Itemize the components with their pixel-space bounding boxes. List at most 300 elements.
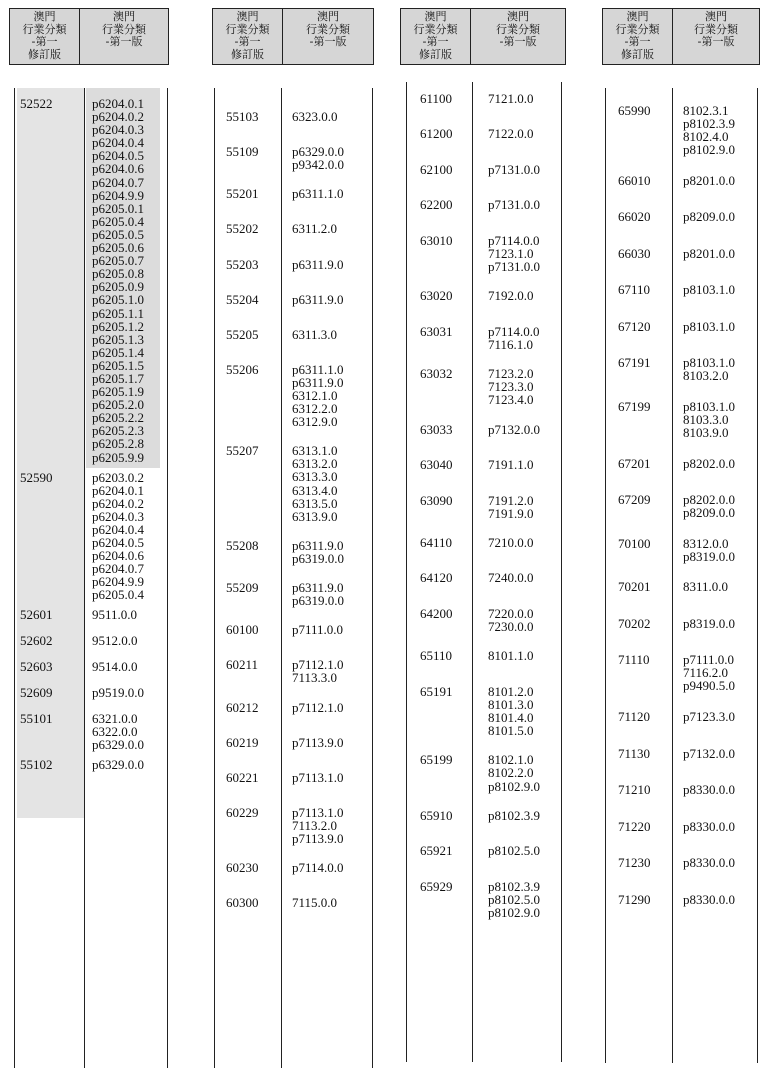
mic-first-code: p8103.1.0 (683, 355, 735, 371)
mic-first-codes (488, 163, 540, 176)
mic-rev1-code: 67191 (618, 355, 651, 371)
mic-first-code: p6203.0.2 (92, 469, 144, 485)
mic-first-code: 7123.2.0 (488, 366, 534, 382)
mic-rev1-code: 55203 (226, 256, 259, 272)
mic-first-code: p6205.1.9 (92, 384, 144, 400)
mic-rev1-code: 60230 (226, 860, 259, 876)
mic-first-code: p6205.0.9 (92, 279, 144, 295)
mic-rev1-code: 67199 (618, 398, 651, 414)
mic-first-code: p6319.0.0 (292, 593, 344, 609)
mic-first-code: 7116.2.0 (683, 665, 729, 681)
mic-first-codes (292, 110, 338, 123)
mic-first-code: 9512.0.0 (92, 633, 138, 649)
mic-first-code: p8201.0.0 (683, 172, 735, 188)
mic-first-code: 8102.1.0 (488, 752, 534, 768)
mic-first-code: 7210.0.0 (488, 535, 534, 550)
mic-first-code: 6313.9.0 (292, 508, 338, 524)
mic-rev1-code: 62100 (420, 161, 453, 177)
mic-first-code: p6204.0.2 (92, 495, 144, 511)
mic-rev1-code: 63090 (420, 492, 453, 508)
mic-first-code: p6204.0.1 (92, 96, 144, 111)
mic-rev1-code: 55209 (226, 580, 259, 596)
mic-rev1-code: 55205 (226, 326, 259, 342)
mic-rev1-code: 63032 (420, 366, 453, 382)
mic-first-code: p7114.0.0 (488, 232, 540, 248)
mic-first-code: p6204.0.1 (92, 482, 144, 498)
mic-rev1-code: 52602 (20, 633, 53, 649)
mic-first-codes (683, 617, 735, 630)
mic-first-codes (488, 649, 534, 662)
mic-first-code: 7113.2.0 (292, 817, 338, 833)
mic-first-codes (292, 539, 344, 565)
mic-rev1-code: 52522 (20, 96, 53, 111)
mic-first-code: p8103.1.0 (683, 318, 735, 334)
mic-first-code: p8102.5.0 (488, 891, 540, 907)
mic-rev1-code: 65910 (420, 808, 453, 823)
mic-first-codes (488, 234, 540, 273)
mic-first-code: p6205.1.5 (92, 357, 144, 373)
mic-first-code: p8319.0.0 (683, 615, 735, 631)
mic-first-code: p6205.2.0 (92, 397, 144, 413)
column-mid-rule (84, 88, 85, 1068)
mic-first-codes (92, 758, 144, 771)
mic-first-code: p6205.9.9 (92, 449, 144, 465)
mic-first-code: p7131.0.0 (488, 161, 540, 177)
mic-first-codes (488, 367, 534, 406)
mic-first-codes (683, 653, 735, 692)
mic-rev1-code: 71290 (618, 891, 651, 907)
mic-first-code: p9490.5.0 (683, 678, 735, 694)
mic-rev1-code: 64120 (420, 570, 453, 586)
header-mic-first: 澳門 行業分類 -第一版 (496, 10, 540, 48)
mic-first-codes (488, 809, 540, 822)
mic-first-code: p8209.0.0 (683, 209, 735, 225)
mic-rev1-code: 61100 (420, 91, 453, 106)
mic-first-code: p8209.0.0 (683, 505, 735, 521)
mic-first-code: 8102.3.1 (683, 103, 729, 118)
mic-rev1-code: 64200 (420, 605, 453, 621)
mic-first-codes (488, 607, 534, 633)
mic-first-codes (683, 356, 735, 382)
mic-first-codes (92, 634, 138, 647)
mic-first-code: 6313.1.0 (292, 443, 338, 459)
mic-first-code: p9519.0.0 (92, 685, 144, 701)
mic-first-code: p6205.2.8 (92, 436, 144, 452)
header-mic-rev1: 澳門 行業分類 -第一 修訂版 (10, 9, 80, 64)
mic-first-code: 6323.0.0 (292, 109, 338, 124)
mic-first-code: p6205.1.0 (92, 292, 144, 308)
mic-first-code: p8330.0.0 (683, 818, 735, 834)
mic-rev1-code: 60211 (226, 657, 259, 673)
mic-first-codes (488, 753, 540, 792)
column-left-rule (214, 88, 215, 1068)
mic-first-codes (683, 747, 735, 760)
mic-rev1-code: 63031 (420, 323, 453, 339)
mic-first-code: p7113.9.0 (292, 734, 344, 750)
mic-rev1-code: 55101 (20, 711, 53, 726)
header-mic-rev1: 澳門 行業分類 -第一 修訂版 (213, 9, 283, 64)
mic-first-code: 7123.3.0 (488, 379, 534, 395)
mic-first-code: p6204.0.5 (92, 148, 144, 164)
mic-first-codes (488, 685, 534, 737)
mic-first-codes (292, 444, 338, 523)
mic-first-code: 8101.2.0 (488, 683, 534, 699)
mic-rev1-code: 67110 (618, 282, 651, 298)
mic-first-codes (292, 145, 344, 171)
mic-first-code: p7113.1.0 (292, 804, 344, 820)
mic-first-code: 8311.0.0 (683, 579, 729, 595)
column-3-header (400, 8, 566, 65)
mic-first-codes (488, 536, 534, 549)
mic-first-code: 8103.2.0 (683, 368, 729, 384)
mic-rev1-code: 70201 (618, 579, 651, 595)
mic-first-code: 7220.0.0 (488, 605, 534, 621)
mic-rev1-code: 52590 (20, 469, 53, 485)
mic-first-codes (92, 97, 144, 464)
mic-first-code: p6329.0.0 (92, 737, 144, 753)
mic-first-codes (488, 458, 534, 471)
mic-first-codes (292, 623, 343, 636)
mic-rev1-code: 52601 (20, 607, 53, 623)
mic-first-codes (92, 686, 144, 699)
mic-rev1-code: 67120 (618, 318, 651, 334)
mic-rev1-code: 70100 (618, 535, 651, 551)
mic-first-code: p8102.3.9 (488, 808, 540, 823)
mic-first-codes (292, 187, 344, 200)
mic-first-code: 7116.1.0 (488, 336, 534, 352)
mic-first-code: 7191.1.0 (488, 457, 534, 473)
mic-first-code: p6204.0.7 (92, 174, 144, 190)
header-mic-first: 澳門 行業分類 -第一版 (306, 10, 350, 48)
mic-first-code: p7132.0.0 (488, 421, 540, 437)
mic-first-code: p6311.9.0 (292, 256, 344, 272)
mic-first-code: 7123.4.0 (488, 392, 534, 408)
mic-first-codes (488, 325, 540, 351)
mic-first-code: p6205.2.2 (92, 410, 144, 426)
mic-rev1-code: 71110 (618, 652, 650, 668)
mic-first-code: p6205.2.3 (92, 423, 144, 439)
mic-first-code: p6204.0.2 (92, 109, 144, 125)
mic-first-code: p6311.9.0 (292, 291, 344, 307)
mic-rev1-code: 55207 (226, 443, 259, 459)
mic-rev1-code: 63040 (420, 457, 453, 473)
mic-rev1-code: 55109 (226, 144, 259, 160)
mic-first-code: 8102.4.0 (683, 129, 729, 145)
mic-rev1-code: 71230 (618, 855, 651, 870)
mic-first-code: p6205.0.8 (92, 266, 144, 282)
mic-first-code: p6204.9.9 (92, 574, 144, 590)
mic-first-code: 7123.1.0 (488, 245, 534, 261)
column-right-rule (757, 88, 758, 1063)
mic-first-code: 6321.0.0 (92, 711, 138, 726)
mic-first-code: p8330.0.0 (683, 855, 735, 870)
mic-first-code: p6311.9.0 (292, 580, 344, 596)
mic-first-code: p7112.1.0 (292, 699, 344, 715)
mic-first-code: p6205.1.3 (92, 331, 144, 347)
mic-rev1-code: 71220 (618, 818, 651, 834)
mic-first-codes (292, 771, 344, 784)
mic-rev1-code: 60212 (226, 699, 259, 715)
mic-rev1-code: 52603 (20, 659, 53, 675)
mic-rev1-code: 55208 (226, 537, 259, 553)
mic-rev1-code: 65921 (420, 843, 453, 859)
mic-first-code: p6311.9.0 (292, 537, 344, 553)
mic-first-code: p6205.0.4 (92, 587, 144, 603)
mic-first-code: 7122.0.0 (488, 126, 534, 142)
mic-first-codes (683, 580, 728, 593)
mic-first-codes (683, 400, 735, 439)
mic-rev1-code: 66010 (618, 172, 651, 188)
mic-first-codes (683, 710, 735, 723)
mic-first-codes (92, 660, 138, 673)
mic-first-code: 9511.0.0 (92, 607, 138, 623)
mic-first-codes (683, 210, 735, 223)
mic-rev1-code: 63010 (420, 232, 453, 248)
mic-first-code: p8102.3.9 (488, 878, 540, 894)
mic-rev1-code: 55206 (226, 361, 259, 377)
mic-first-codes (488, 198, 540, 211)
mic-rev1-code: 63020 (420, 288, 453, 304)
mic-first-codes (488, 92, 534, 105)
mic-first-codes (92, 608, 137, 621)
column-right-rule (167, 88, 168, 1068)
mic-first-code: p8102.3.9 (683, 116, 735, 132)
mic-first-code: 6322.0.0 (92, 724, 138, 740)
mic-first-code: p7113.1.0 (292, 769, 344, 785)
column-mid-rule (281, 88, 282, 1068)
column-mid-rule (472, 82, 473, 1062)
mic-first-code: p6204.0.6 (92, 548, 144, 564)
mic-first-code: 7192.0.0 (488, 288, 534, 304)
mic-first-code: p8202.0.0 (683, 455, 735, 471)
mic-first-codes (683, 283, 735, 296)
mic-first-code: p8330.0.0 (683, 782, 735, 797)
mic-first-codes (292, 363, 344, 428)
mic-first-code: p6204.0.4 (92, 521, 144, 537)
mic-first-code: 6311.3.0 (292, 326, 338, 342)
mic-first-code: p6205.1.2 (92, 318, 144, 334)
mic-first-code: 8312.0.0 (683, 535, 729, 551)
mic-first-code: p8202.0.0 (683, 492, 735, 508)
mic-rev1-code: 52609 (20, 685, 53, 701)
mic-rev1-code: 64110 (420, 535, 453, 550)
mic-first-code: 7230.0.0 (488, 618, 534, 634)
mic-first-codes (683, 783, 735, 796)
mic-first-code: p8201.0.0 (683, 245, 735, 261)
mic-first-codes (683, 856, 735, 869)
mic-first-code: 8101.5.0 (488, 722, 534, 738)
mic-rev1-code: 55201 (226, 186, 259, 202)
column-mid-rule (672, 88, 673, 1063)
mic-first-codes (683, 247, 735, 260)
header-mic-rev1: 澳門 行業分類 -第一 修訂版 (401, 9, 471, 64)
mic-first-code: p7114.0.0 (488, 323, 540, 339)
mic-first-code: p6205.0.7 (92, 253, 144, 269)
mic-first-codes (683, 457, 735, 470)
mic-first-codes (683, 820, 735, 833)
mic-first-code: 7115.0.0 (292, 895, 338, 911)
mic-rev1-code: 63033 (420, 421, 453, 437)
mic-first-codes (292, 861, 344, 874)
mic-first-code: p7113.9.0 (292, 831, 344, 847)
mic-first-codes (292, 222, 337, 235)
mic-first-code: 8101.1.0 (488, 648, 534, 664)
mic-rev1-code: 71210 (618, 782, 651, 797)
mic-first-codes (683, 320, 735, 333)
mic-rev1-code: 65191 (420, 683, 453, 699)
mic-first-code: 6311.2.0 (292, 221, 338, 237)
mic-first-code: 9514.0.0 (92, 659, 138, 675)
mic-first-code: 6313.4.0 (292, 482, 338, 498)
mic-first-code: 6312.1.0 (292, 387, 338, 403)
mic-rev1-code: 66030 (618, 245, 651, 261)
mic-first-code: 6313.5.0 (292, 495, 338, 511)
mic-first-codes (683, 537, 735, 563)
mic-first-codes (92, 471, 144, 602)
header-mic-first: 澳門 行業分類 -第一版 (102, 10, 146, 48)
mic-first-code: p6311.1.0 (292, 361, 344, 377)
mic-first-code: p7132.0.0 (683, 745, 735, 761)
mic-first-code: p7123.3.0 (683, 709, 735, 724)
mic-first-code: p6204.0.4 (92, 135, 144, 151)
column-left-rule (605, 88, 606, 1063)
mic-first-code: 6313.3.0 (292, 469, 338, 485)
mic-rev1-code: 65199 (420, 752, 453, 768)
header-mic-rev1: 澳門 行業分類 -第一 修訂版 (603, 9, 673, 64)
column-right-rule (561, 82, 562, 1062)
mic-first-codes (683, 493, 735, 519)
mic-first-code: p6204.0.3 (92, 508, 144, 524)
mic-first-code: p6204.0.5 (92, 535, 144, 551)
mic-first-code: p6311.9.0 (292, 374, 344, 390)
column-2-header (212, 8, 374, 65)
mic-first-codes (488, 423, 540, 436)
mic-first-codes (488, 880, 540, 919)
mic-first-code: 8103.3.0 (683, 411, 729, 427)
mic-first-code: p6204.0.6 (92, 161, 144, 177)
mic-first-codes (683, 104, 735, 156)
mic-first-codes (292, 896, 337, 909)
mic-first-codes (488, 571, 534, 584)
mic-first-code: p8103.1.0 (683, 398, 735, 414)
mic-first-code: 8103.9.0 (683, 425, 729, 441)
mic-first-code: p6204.0.7 (92, 561, 144, 577)
mic-first-code: p7131.0.0 (488, 197, 540, 213)
mic-first-code: 8101.3.0 (488, 696, 534, 712)
mic-first-code: 6313.2.0 (292, 456, 338, 472)
column-right-rule (372, 88, 373, 1068)
mic-first-codes (292, 736, 344, 749)
column-left-rule (14, 88, 15, 1068)
mic-first-code: p6329.0.0 (292, 144, 344, 160)
mic-first-code: 7191.9.0 (488, 505, 534, 521)
mic-rev1-code: 65929 (420, 878, 453, 894)
mic-first-code: p9342.0.0 (292, 157, 344, 173)
mic-first-codes (92, 712, 144, 751)
mic-rev1-code: 60221 (226, 769, 259, 785)
mic-first-code: p6205.0.4 (92, 213, 144, 229)
mic-first-code: p6204.9.9 (92, 187, 144, 203)
mic-rev1-code: 60100 (226, 622, 259, 638)
mic-first-codes (683, 174, 735, 187)
mic-first-code: 6312.9.0 (292, 414, 338, 430)
mic-first-codes (292, 293, 344, 306)
mic-first-code: p6205.1.7 (92, 370, 144, 386)
mic-first-code: 8102.2.0 (488, 765, 534, 781)
mic-first-code: 7121.0.0 (488, 91, 534, 106)
mic-first-code: p6329.0.0 (92, 757, 144, 773)
mic-first-code: p7111.0.0 (683, 652, 735, 668)
mic-rev1-code: 61200 (420, 126, 453, 142)
mic-first-codes (488, 289, 534, 302)
mic-first-codes (488, 494, 534, 520)
mic-first-codes (488, 844, 540, 857)
mic-first-codes (488, 127, 534, 140)
mic-rev1-code: 55202 (226, 221, 259, 237)
mic-first-code: p8330.0.0 (683, 891, 735, 907)
mic-first-code: p8102.9.0 (683, 142, 735, 158)
mic-rev1-code: 60300 (226, 895, 259, 911)
mic-first-code: p6205.1.1 (92, 305, 144, 321)
mic-first-code: 6312.2.0 (292, 401, 338, 417)
mic-rev1-code: 55103 (226, 109, 259, 124)
mic-rev1-code: 60219 (226, 734, 259, 750)
mic-first-code: p6311.1.0 (292, 186, 344, 202)
column-1-header (9, 8, 169, 65)
mic-rev1-code: 65990 (618, 103, 651, 118)
mic-rev1-code: 67209 (618, 492, 651, 508)
mic-first-code: p6205.0.1 (92, 200, 144, 216)
mic-rev1-code: 65110 (420, 648, 453, 664)
header-mic-first: 澳門 行業分類 -第一版 (694, 10, 738, 48)
mic-rev1-code: 60229 (226, 804, 259, 820)
mic-first-code: p7114.0.0 (292, 860, 344, 876)
mic-first-code: p6205.0.6 (92, 240, 144, 256)
scan-shading (17, 88, 85, 818)
mic-first-code: 7113.3.0 (292, 670, 338, 686)
mic-rev1-code: 71130 (618, 745, 651, 761)
mic-rev1-code: 55102 (20, 757, 53, 773)
mic-first-code: p8102.5.0 (488, 843, 540, 859)
mic-first-code: 7191.2.0 (488, 492, 534, 508)
mic-first-codes (292, 581, 344, 607)
mic-first-code: p8319.0.0 (683, 548, 735, 564)
mic-first-code: p8103.1.0 (683, 282, 735, 298)
mic-first-code: p7131.0.0 (488, 258, 540, 274)
mic-first-codes (292, 328, 337, 341)
mic-first-code: 8101.4.0 (488, 709, 534, 725)
mic-rev1-code: 62200 (420, 197, 453, 213)
mic-first-code: p7112.1.0 (292, 657, 344, 673)
mic-rev1-code: 70202 (618, 615, 651, 631)
mic-first-code: p6204.0.3 (92, 122, 144, 138)
mic-first-code: p8102.9.0 (488, 904, 540, 920)
mic-rev1-code: 71120 (618, 709, 651, 724)
mic-first-code: p7111.0.0 (292, 622, 344, 638)
mic-rev1-code: 55204 (226, 291, 259, 307)
mic-first-codes (292, 658, 344, 684)
mic-first-code: p8102.9.0 (488, 778, 540, 794)
column-4-header (602, 8, 760, 65)
mic-first-codes (683, 893, 735, 906)
mic-first-codes (292, 806, 344, 845)
mic-first-code: p6205.0.5 (92, 226, 144, 242)
mic-first-code: 7240.0.0 (488, 570, 534, 586)
column-left-rule (406, 82, 407, 1062)
mic-first-code: p6205.1.4 (92, 344, 144, 360)
mic-rev1-code: 66020 (618, 209, 651, 225)
mic-rev1-code: 67201 (618, 455, 651, 471)
